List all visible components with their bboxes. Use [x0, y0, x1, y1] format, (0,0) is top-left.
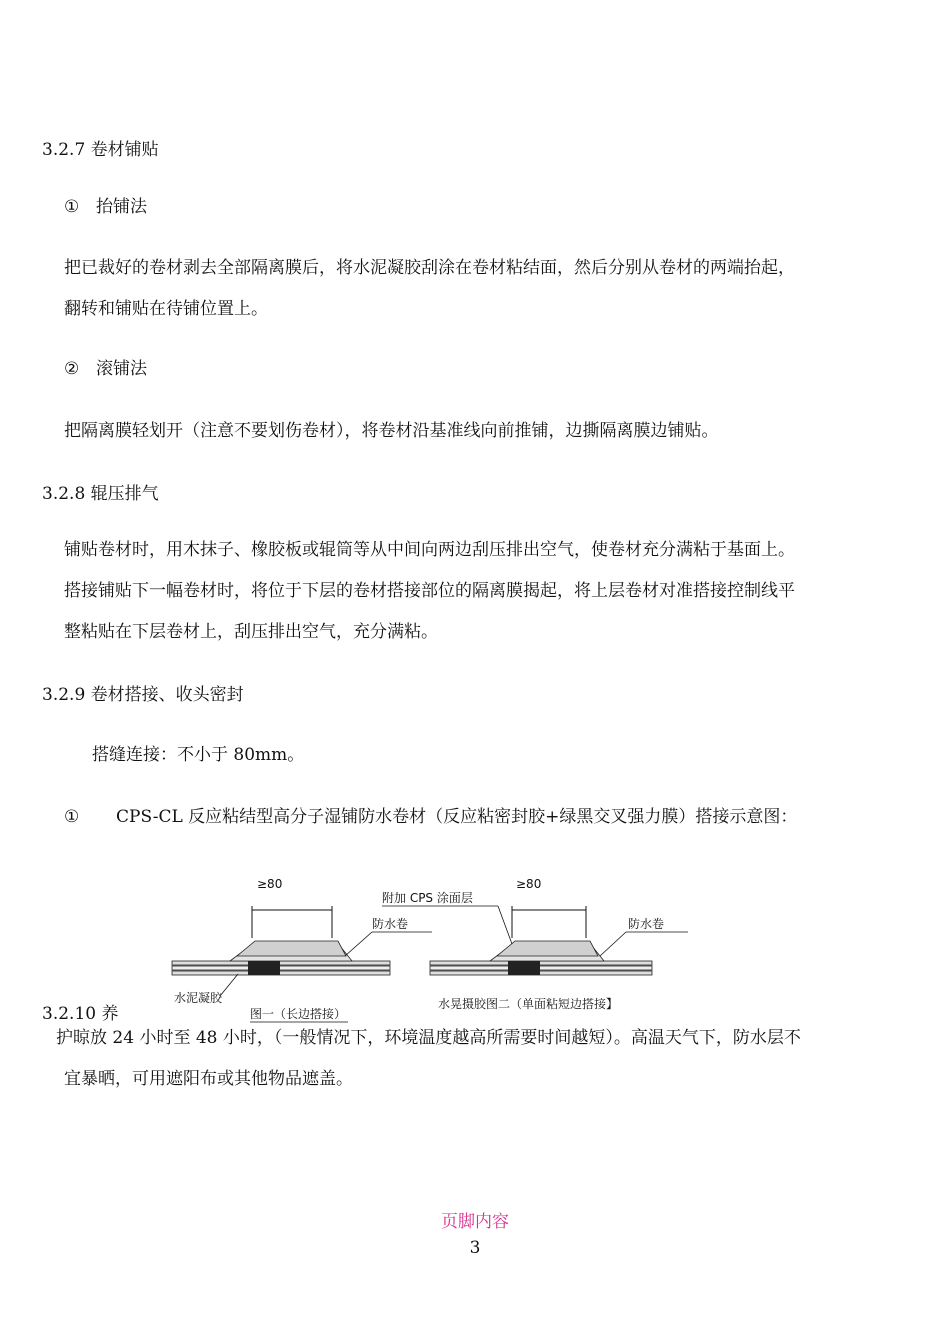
- overlap-requirement: 搭缝连接：不小于 80mm。: [92, 745, 305, 765]
- paragraph-lift-method: [64, 248, 894, 330]
- page-number: 3: [469, 1238, 481, 1258]
- dim-label-right: ≥80: [516, 877, 542, 891]
- heading-3-2-8: 3.2.8 辊压排气: [42, 484, 159, 504]
- left-membrane: [172, 941, 390, 975]
- paragraph-line: 翻转和铺贴在待铺位置上。: [64, 299, 268, 319]
- curing-char: 护: [56, 1028, 73, 1048]
- paragraph-line: 铺贴卷材时，用木抹子、橡胶板或辊筒等从中间向两边刮压排出空气，使卷材充分满粘于基面上。: [64, 540, 795, 560]
- label-roll-right: 防水卷: [628, 917, 665, 931]
- caption-left: 图一（长边搭接）: [250, 1007, 347, 1021]
- paragraph-roll-press: [64, 530, 894, 653]
- item-text: CPS-CL 反应粘结型高分子湿铺防水卷材（反应粘密封胶+绿黑交叉强力膜）搭接示意图：: [116, 807, 798, 827]
- paragraph-roll-method: 把隔离膜轻划开（注意不要划伤卷材），将卷材沿基准线向前推铺，边撕隔离膜边铺贴。: [64, 421, 719, 441]
- curing-text: 晾放 24 小时至 48 小时，（一般情况下，环境温度越高所需要时间越短）。高温天气下，防水层不: [73, 1028, 801, 1048]
- heading-3-2-7: 3.2.7 卷材铺贴: [42, 140, 159, 160]
- item-mark: ①: [64, 807, 80, 827]
- item-title: 抬铺法: [96, 197, 147, 217]
- item-mark: ②: [64, 359, 80, 379]
- dim-label-left: ≥80: [257, 877, 283, 891]
- item-lift-method: [64, 197, 147, 217]
- heading-3-2-9: 3.2.9 卷材搭接、收头密封: [42, 685, 244, 705]
- item-roll-method: [64, 359, 147, 379]
- paragraph-line: 搭接铺贴下一幅卷材时，将位于下层的卷材搭接部位的隔离膜揭起，将上层卷材对准搭接控制线平: [64, 581, 795, 601]
- caption-right: 水晃摄胶图二（单面粘短边搭接】: [438, 997, 619, 1011]
- heading-3-2-10: 3.2.10 养: [42, 1004, 119, 1024]
- footer-text: 页脚内容: [441, 1212, 509, 1232]
- label-roll-left: 防水卷: [372, 917, 409, 931]
- paragraph-line: 整粘贴在下层卷材上，刮压排出空气，充分满粘。: [64, 622, 438, 642]
- item-overlap-diagram: [64, 807, 797, 827]
- right-membrane: [430, 941, 652, 975]
- curing-line-1: [56, 1028, 801, 1048]
- paragraph-line: 把已裁好的卷材剥去全部隔离膜后，将水泥凝胶刮涂在卷材粘结面，然后分别从卷材的两端抬起，: [64, 258, 795, 278]
- label-cement: 水泥凝胶: [174, 991, 223, 1005]
- overlap-diagram: [160, 868, 710, 1028]
- label-top-layer: 附加 CPS 涂面层: [382, 891, 473, 905]
- item-mark: ①: [64, 197, 80, 217]
- overlap-diagram-svg: [160, 868, 710, 1028]
- curing-line-2: 宜暴晒，可用遮阳布或其他物品遮盖。: [64, 1069, 353, 1089]
- item-title: 滚铺法: [96, 359, 147, 379]
